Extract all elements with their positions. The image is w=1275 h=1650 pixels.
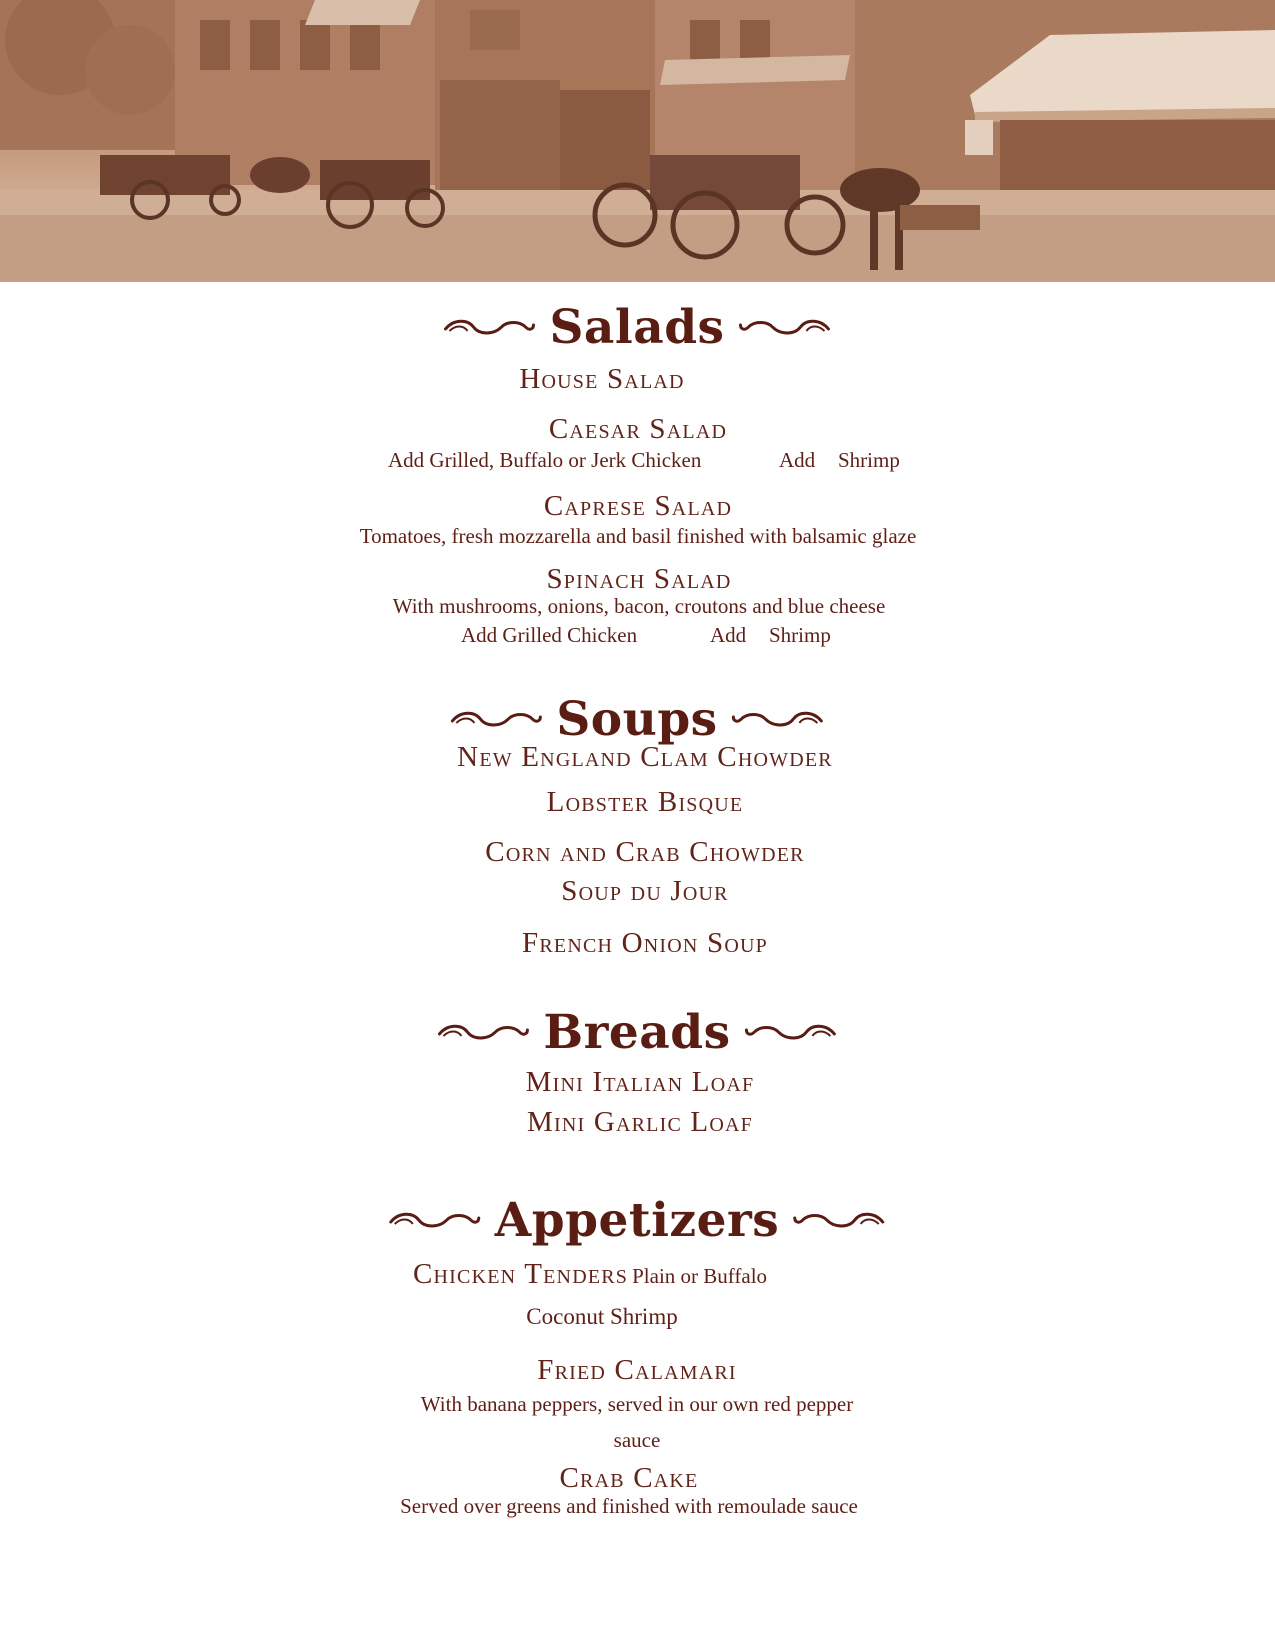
caesar-addon-add: Add xyxy=(779,448,816,472)
salads-heading-text: Salads xyxy=(549,300,725,355)
calamari-description-line1: With banana peppers, served in our own red pepper xyxy=(420,1392,854,1416)
caesar-salad: Caesar Salad xyxy=(548,413,728,445)
appetizers-heading xyxy=(389,1193,885,1248)
left-flourish-icon xyxy=(437,1020,529,1046)
crab-cake: Crab Cake xyxy=(559,1462,699,1494)
spinach-addon-shrimp: Shrimp xyxy=(769,623,831,647)
spinach-addon-add: Add xyxy=(710,623,747,647)
spinach-addon-chicken: Add Grilled Chicken xyxy=(461,623,638,647)
soup-item: French Onion Soup xyxy=(522,927,768,959)
chicken-tenders-row xyxy=(413,1258,767,1291)
chicken-tenders: Chicken Tenders xyxy=(413,1258,629,1290)
caprese-salad: Caprese Salad xyxy=(543,490,733,522)
right-flourish-icon xyxy=(745,1020,837,1046)
spinach-description: With mushrooms, onions, bacon, croutons and blue cheese xyxy=(392,594,886,618)
bread-item: Mini Garlic Loaf xyxy=(527,1106,753,1138)
calamari-description-line2: sauce xyxy=(613,1428,661,1452)
coconut-shrimp: Coconut Shrimp xyxy=(526,1304,678,1329)
soup-item: New England Clam Chowder xyxy=(457,741,833,773)
header-photo xyxy=(0,0,1275,282)
breads-heading-text: Breads xyxy=(543,1005,731,1060)
soup-item: Lobster Bisque xyxy=(546,786,744,818)
crab-cake-description: Served over greens and finished with remoulade sauce xyxy=(400,1494,858,1518)
right-flourish-icon xyxy=(793,1208,885,1234)
soup-item: Corn and Crab Chowder xyxy=(485,836,805,868)
spinach-salad: Spinach Salad xyxy=(546,563,732,595)
soups-heading-text: Soups xyxy=(556,692,718,747)
fried-calamari: Fried Calamari xyxy=(537,1354,737,1386)
salads-heading xyxy=(443,300,830,355)
soup-item: Soup du Jour xyxy=(561,875,729,907)
chicken-tenders-description: Plain or Buffalo xyxy=(632,1264,768,1288)
soups-heading xyxy=(450,692,823,747)
house-salad: House Salad xyxy=(519,363,685,395)
bread-item: Mini Italian Loaf xyxy=(525,1066,755,1098)
caprese-description: Tomatoes, fresh mozzarella and basil finished with balsamic glaze xyxy=(359,524,917,548)
right-flourish-icon xyxy=(739,315,831,341)
left-flourish-icon xyxy=(443,315,535,341)
left-flourish-icon xyxy=(450,707,542,733)
left-flourish-icon xyxy=(389,1208,481,1234)
caesar-addon-shrimp: Shrimp xyxy=(838,448,900,472)
appetizers-heading-text: Appetizers xyxy=(494,1193,780,1248)
breads-heading xyxy=(437,1005,836,1060)
right-flourish-icon xyxy=(732,707,824,733)
caesar-addon-chicken: Add Grilled, Buffalo or Jerk Chicken xyxy=(388,448,702,472)
